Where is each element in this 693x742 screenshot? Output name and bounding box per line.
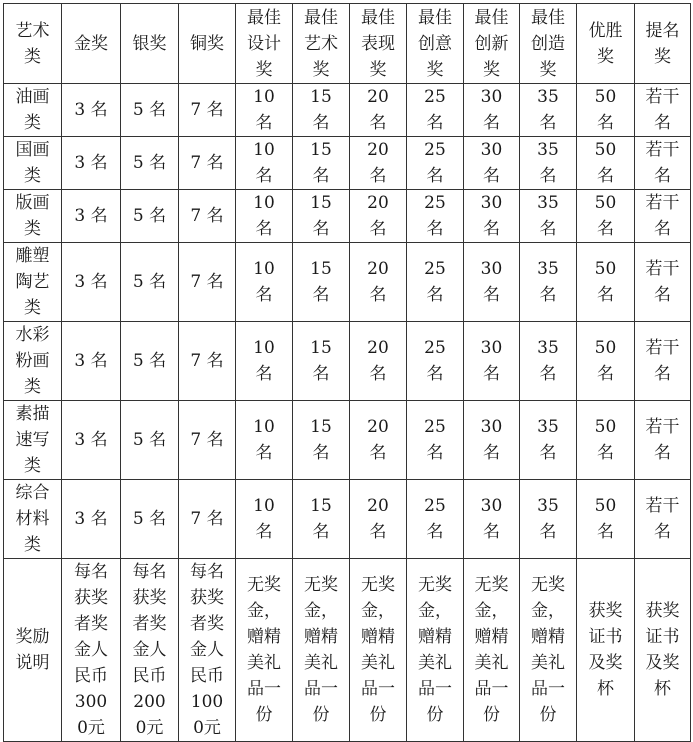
table-cell: 10 名 (236, 322, 293, 401)
table-cell: 5 名 (121, 322, 179, 401)
table-cell: 5 名 (121, 190, 179, 243)
notes-cell: 无奖金，赠精美礼品一份 (520, 559, 577, 742)
table-row (4, 84, 691, 137)
table-cell: 10 名 (236, 243, 293, 322)
table-cell: 50 名 (577, 322, 635, 401)
table-row (4, 137, 691, 190)
row-category: 素描速写类 (4, 401, 62, 480)
table-cell: 50 名 (577, 243, 635, 322)
table-cell: 5 名 (121, 401, 179, 480)
table-cell: 20 名 (350, 190, 407, 243)
table-cell: 25 名 (407, 480, 464, 559)
table-cell: 7 名 (179, 480, 236, 559)
table-row (4, 322, 691, 401)
table-cell: 15 名 (293, 401, 350, 480)
table-cell: 50 名 (577, 137, 635, 190)
table-cell: 3 名 (62, 190, 121, 243)
table-row (4, 480, 691, 559)
notes-cell: 获奖证书及奖杯 (635, 559, 691, 742)
table-cell: 7 名 (179, 401, 236, 480)
table-cell: 3 名 (62, 401, 121, 480)
row-category: 版画类 (4, 190, 62, 243)
table-cell: 15 名 (293, 190, 350, 243)
table-cell: 30 名 (464, 84, 520, 137)
row-category: 水彩粉画类 (4, 322, 62, 401)
table-cell: 15 名 (293, 243, 350, 322)
notes-cell: 每名获奖者奖金人民币2000元 (121, 559, 179, 742)
table-cell: 50 名 (577, 84, 635, 137)
column-header: 优胜奖 (577, 4, 635, 84)
table-cell: 5 名 (121, 243, 179, 322)
table-cell: 35 名 (520, 322, 577, 401)
table-cell: 35 名 (520, 137, 577, 190)
awards-table (3, 3, 691, 742)
table-cell: 10 名 (236, 190, 293, 243)
table-cell: 15 名 (293, 480, 350, 559)
notes-label: 奖励说明 (4, 559, 62, 742)
table-cell: 7 名 (179, 243, 236, 322)
column-header: 最佳设计奖 (236, 4, 293, 84)
table-cell: 35 名 (520, 84, 577, 137)
column-header: 铜奖 (179, 4, 236, 84)
table-cell: 35 名 (520, 243, 577, 322)
table-cell: 25 名 (407, 137, 464, 190)
table-cell: 7 名 (179, 137, 236, 190)
table-cell: 10 名 (236, 401, 293, 480)
row-category: 综合材料类 (4, 480, 62, 559)
table-cell: 25 名 (407, 243, 464, 322)
table-cell: 35 名 (520, 480, 577, 559)
table-cell: 5 名 (121, 84, 179, 137)
column-header: 金奖 (62, 4, 121, 84)
column-header: 最佳创意奖 (407, 4, 464, 84)
row-category: 雕塑陶艺类 (4, 243, 62, 322)
table-cell: 5 名 (121, 137, 179, 190)
table-cell: 30 名 (464, 137, 520, 190)
table-cell: 若干名 (635, 322, 691, 401)
table-cell: 35 名 (520, 190, 577, 243)
header-row (4, 4, 691, 84)
table-cell: 30 名 (464, 480, 520, 559)
table-cell: 7 名 (179, 84, 236, 137)
table-cell: 15 名 (293, 322, 350, 401)
table-cell: 50 名 (577, 190, 635, 243)
table-cell: 50 名 (577, 480, 635, 559)
column-header: 最佳创造奖 (520, 4, 577, 84)
row-category: 油画类 (4, 84, 62, 137)
table-cell: 3 名 (62, 480, 121, 559)
table-cell: 10 名 (236, 84, 293, 137)
table-cell: 25 名 (407, 190, 464, 243)
table-cell: 若干名 (635, 84, 691, 137)
table-cell: 7 名 (179, 190, 236, 243)
table-cell: 若干名 (635, 137, 691, 190)
table-cell: 20 名 (350, 243, 407, 322)
column-header: 艺术类 (4, 4, 62, 84)
table-cell: 15 名 (293, 137, 350, 190)
table-cell: 20 名 (350, 84, 407, 137)
notes-cell: 获奖证书及奖杯 (577, 559, 635, 742)
notes-cell: 无奖金，赠精美礼品一份 (350, 559, 407, 742)
table-cell: 25 名 (407, 401, 464, 480)
table-cell: 3 名 (62, 322, 121, 401)
table-cell: 25 名 (407, 84, 464, 137)
row-category: 国画类 (4, 137, 62, 190)
column-header: 最佳艺术奖 (293, 4, 350, 84)
table-cell: 30 名 (464, 322, 520, 401)
column-header: 提名奖 (635, 4, 691, 84)
table-cell: 若干名 (635, 190, 691, 243)
table-cell: 50 名 (577, 401, 635, 480)
table-row (4, 190, 691, 243)
table-cell: 25 名 (407, 322, 464, 401)
table-cell: 30 名 (464, 243, 520, 322)
table-cell: 3 名 (62, 137, 121, 190)
table-cell: 30 名 (464, 190, 520, 243)
table-row (4, 243, 691, 322)
table-cell: 20 名 (350, 137, 407, 190)
table-cell: 若干名 (635, 480, 691, 559)
table-cell: 7 名 (179, 322, 236, 401)
table-cell: 若干名 (635, 401, 691, 480)
notes-cell: 每名获奖者奖金人民币1000元 (179, 559, 236, 742)
table-cell: 15 名 (293, 84, 350, 137)
table-cell: 10 名 (236, 480, 293, 559)
table-cell: 若干名 (635, 243, 691, 322)
notes-cell: 无奖金，赠精美礼品一份 (293, 559, 350, 742)
table-cell: 3 名 (62, 243, 121, 322)
table-cell: 20 名 (350, 322, 407, 401)
notes-cell: 无奖金，赠精美礼品一份 (236, 559, 293, 742)
column-header: 银奖 (121, 4, 179, 84)
table-cell: 35 名 (520, 401, 577, 480)
table-cell: 30 名 (464, 401, 520, 480)
table-cell: 20 名 (350, 480, 407, 559)
table-cell: 3 名 (62, 84, 121, 137)
table-cell: 10 名 (236, 137, 293, 190)
table-cell: 5 名 (121, 480, 179, 559)
notes-row (4, 559, 691, 742)
table-row (4, 401, 691, 480)
notes-cell: 无奖金，赠精美礼品一份 (407, 559, 464, 742)
table-cell: 20 名 (350, 401, 407, 480)
column-header: 最佳表现奖 (350, 4, 407, 84)
notes-cell: 无奖金，赠精美礼品一份 (464, 559, 520, 742)
notes-cell: 每名获奖者奖金人民币3000元 (62, 559, 121, 742)
column-header: 最佳创新奖 (464, 4, 520, 84)
